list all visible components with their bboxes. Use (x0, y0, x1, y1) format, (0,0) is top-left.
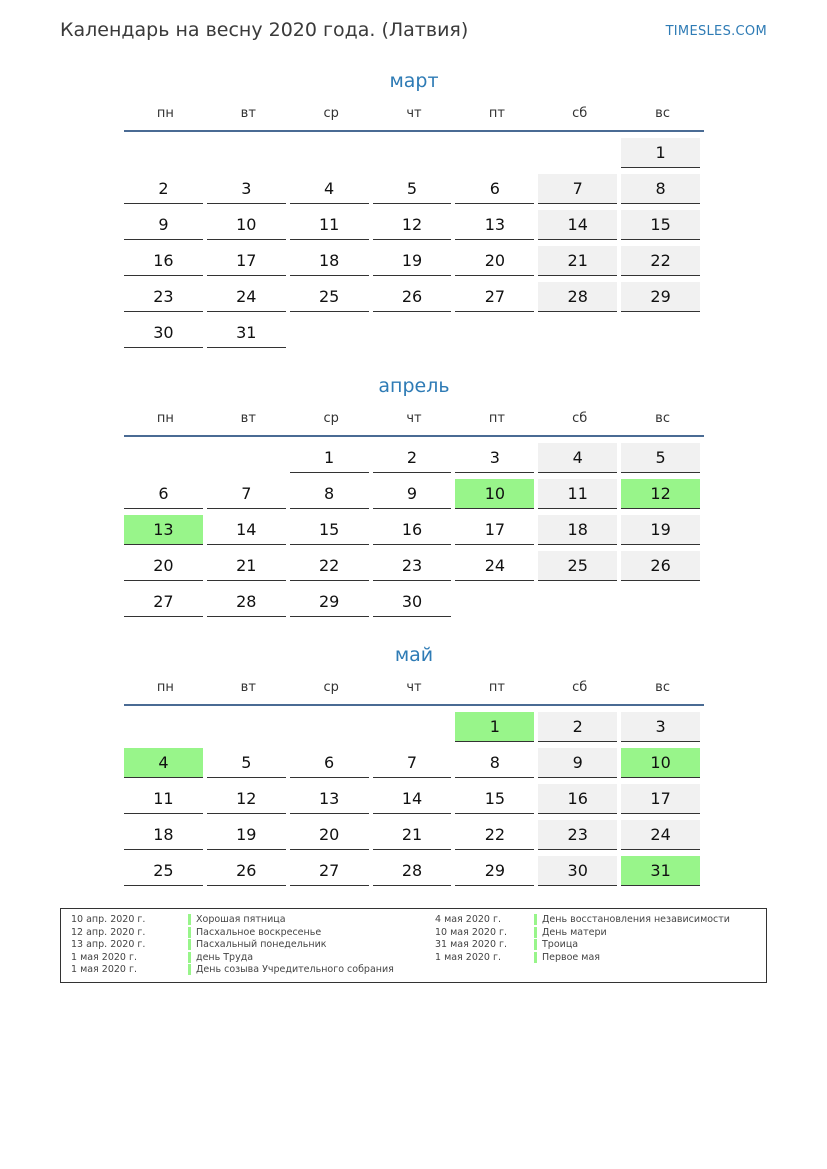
day-slot (538, 781, 621, 817)
day-slot (124, 584, 207, 620)
day-slot (538, 548, 621, 584)
day-slot (373, 243, 456, 279)
day-slot (538, 817, 621, 853)
day-slot (373, 817, 456, 853)
day-slot (207, 135, 290, 171)
day-slot (373, 781, 456, 817)
legend-holiday-name: Пасхальный понедельник (196, 939, 327, 950)
holiday-day-cell: 1 (455, 712, 534, 742)
day-slot (290, 781, 373, 817)
holiday-legend (60, 908, 767, 983)
day-slot (290, 548, 373, 584)
day-slot (124, 548, 207, 584)
day-slot (290, 709, 373, 745)
day-cell: 26 (207, 856, 286, 886)
day-slot (621, 709, 704, 745)
day-slot (538, 171, 621, 207)
day-cell: 21 (207, 551, 286, 581)
day-slot (455, 135, 538, 171)
day-slot (621, 315, 704, 351)
day-slot (373, 709, 456, 745)
day-slot (455, 279, 538, 315)
day-cell: 29 (455, 856, 534, 886)
day-slot (621, 279, 704, 315)
day-cell: 6 (124, 479, 203, 509)
day-cell: 7 (538, 174, 617, 204)
day-slot (207, 243, 290, 279)
day-slot (538, 279, 621, 315)
day-slot (455, 315, 538, 351)
day-slot (124, 853, 207, 889)
day-slot (621, 440, 704, 476)
day-cell: 28 (373, 856, 452, 886)
day-cell: 6 (455, 174, 534, 204)
weekday-label: чт (406, 411, 422, 426)
day-slot (455, 512, 538, 548)
week-row (124, 817, 704, 853)
day-slot (290, 512, 373, 548)
weekday-label: вс (655, 411, 670, 426)
day-cell: 11 (290, 210, 369, 240)
legend-date: 1 мая 2020 г. (71, 951, 137, 963)
day-slot (207, 853, 290, 889)
week-row (124, 135, 704, 171)
day-slot (538, 853, 621, 889)
day-cell: 13 (455, 210, 534, 240)
week-row (124, 315, 704, 351)
weekday-header (124, 104, 704, 132)
weekday-label: вт (240, 680, 256, 695)
site-link[interactable]: TIMESLES.COM (665, 24, 767, 39)
day-slot (373, 135, 456, 171)
day-slot (621, 135, 704, 171)
day-cell: 30 (538, 856, 617, 886)
weekday-label: ср (323, 411, 339, 426)
holiday-color-marker (534, 927, 537, 938)
day-cell: 24 (455, 551, 534, 581)
day-slot (207, 709, 290, 745)
week-row (124, 207, 704, 243)
month-title: май (394, 644, 434, 666)
weekday-label: ср (323, 680, 339, 695)
day-cell: 24 (621, 820, 700, 850)
weekday-label: пн (156, 680, 174, 695)
day-cell: 2 (538, 712, 617, 742)
day-slot (621, 207, 704, 243)
day-slot (290, 171, 373, 207)
day-cell: 17 (207, 246, 286, 276)
holiday-day-cell: 10 (455, 479, 534, 509)
day-slot (621, 584, 704, 620)
day-slot (207, 476, 290, 512)
holiday-color-marker (188, 952, 191, 963)
holiday-day-cell: 10 (621, 748, 700, 778)
week-row (124, 476, 704, 512)
day-cell: 9 (373, 479, 452, 509)
day-slot (455, 171, 538, 207)
day-slot (124, 243, 207, 279)
day-cell: 26 (621, 551, 700, 581)
day-cell: 30 (124, 318, 203, 348)
day-cell: 8 (290, 479, 369, 509)
day-slot (455, 243, 538, 279)
weekday-header (124, 678, 704, 706)
day-slot (538, 207, 621, 243)
day-slot (455, 817, 538, 853)
week-row (124, 512, 704, 548)
day-cell: 15 (621, 210, 700, 240)
day-cell: 23 (124, 282, 203, 312)
day-cell: 25 (290, 282, 369, 312)
legend-date: 10 мая 2020 г. (435, 926, 508, 938)
holiday-day-cell: 4 (124, 748, 203, 778)
day-slot (207, 548, 290, 584)
day-slot (290, 440, 373, 476)
holiday-color-marker (188, 939, 191, 950)
day-cell: 22 (621, 246, 700, 276)
day-slot (538, 584, 621, 620)
month-title: март (389, 70, 439, 92)
day-slot (124, 171, 207, 207)
day-slot (124, 279, 207, 315)
day-slot (124, 709, 207, 745)
page-title: Календарь на весну 2020 года. (Латвия) (60, 19, 469, 41)
day-cell: 23 (538, 820, 617, 850)
day-slot (207, 584, 290, 620)
day-cell: 7 (207, 479, 286, 509)
day-cell: 30 (373, 587, 452, 617)
day-slot (373, 853, 456, 889)
day-slot (621, 548, 704, 584)
week-row (124, 853, 704, 889)
legend-holiday-name: день Труда (196, 951, 254, 963)
day-slot (207, 207, 290, 243)
day-cell: 2 (373, 443, 452, 473)
legend-holiday-name: День матери (542, 926, 607, 938)
day-cell: 12 (207, 784, 286, 814)
holiday-color-marker (188, 927, 191, 938)
holiday-color-marker (534, 939, 537, 950)
month-calendar (124, 372, 704, 620)
day-slot (290, 745, 373, 781)
day-slot (290, 853, 373, 889)
weekday-label: пт (488, 411, 505, 426)
weekday-label: вт (240, 411, 256, 426)
day-slot (455, 207, 538, 243)
weekday-label: вс (655, 680, 670, 695)
day-cell: 21 (538, 246, 617, 276)
legend-date: 12 апр. 2020 г. (71, 926, 146, 938)
week-row (124, 279, 704, 315)
day-slot (373, 745, 456, 781)
week-row (124, 243, 704, 279)
day-slot (538, 315, 621, 351)
weekday-label: вс (655, 106, 670, 121)
day-slot (207, 440, 290, 476)
day-cell: 26 (373, 282, 452, 312)
day-slot (538, 440, 621, 476)
day-slot (455, 709, 538, 745)
day-cell: 3 (455, 443, 534, 473)
day-slot (124, 440, 207, 476)
day-grid (124, 135, 704, 351)
day-cell: 19 (621, 515, 700, 545)
legend-date: 4 мая 2020 г. (435, 914, 501, 925)
day-cell: 13 (290, 784, 369, 814)
day-cell: 9 (124, 210, 203, 240)
day-cell: 14 (538, 210, 617, 240)
day-slot (373, 548, 456, 584)
day-cell: 3 (207, 174, 286, 204)
day-slot (373, 476, 456, 512)
day-slot (373, 171, 456, 207)
week-row (124, 440, 704, 476)
day-cell: 23 (373, 551, 452, 581)
day-cell: 12 (373, 210, 452, 240)
day-cell: 2 (124, 174, 203, 204)
week-row (124, 548, 704, 584)
day-cell: 7 (373, 748, 452, 778)
day-slot (207, 512, 290, 548)
day-slot (538, 745, 621, 781)
day-slot (290, 279, 373, 315)
day-slot (455, 440, 538, 476)
day-cell: 3 (621, 712, 700, 742)
day-cell: 1 (290, 443, 369, 473)
day-cell: 20 (455, 246, 534, 276)
weekday-label: вт (240, 106, 256, 121)
day-slot (124, 207, 207, 243)
day-slot (124, 476, 207, 512)
legend-holiday-name: День восстановления независимости (542, 914, 730, 925)
day-slot (207, 817, 290, 853)
day-cell: 25 (538, 551, 617, 581)
day-slot (207, 745, 290, 781)
day-slot (124, 315, 207, 351)
day-cell: 11 (538, 479, 617, 509)
day-cell: 29 (290, 587, 369, 617)
day-cell: 5 (207, 748, 286, 778)
week-row (124, 709, 704, 745)
day-slot (124, 512, 207, 548)
day-slot (290, 243, 373, 279)
day-cell: 16 (538, 784, 617, 814)
weekday-header (124, 409, 704, 437)
day-slot (124, 745, 207, 781)
day-slot (373, 279, 456, 315)
day-cell: 27 (455, 282, 534, 312)
day-slot (621, 243, 704, 279)
day-slot (538, 476, 621, 512)
holiday-day-cell: 12 (621, 479, 700, 509)
legend-date: 13 апр. 2020 г. (71, 939, 146, 950)
day-cell: 17 (455, 515, 534, 545)
day-cell: 22 (290, 551, 369, 581)
day-slot (621, 853, 704, 889)
month-calendar (124, 67, 704, 351)
holiday-color-marker (188, 914, 191, 925)
day-cell: 27 (290, 856, 369, 886)
day-slot (455, 781, 538, 817)
legend-date: 10 апр. 2020 г. (71, 914, 146, 925)
day-slot (538, 709, 621, 745)
legend-holiday-name: Первое мая (542, 951, 600, 963)
weekday-label: чт (406, 106, 422, 121)
week-row (124, 584, 704, 620)
legend-holiday-name: Хорошая пятница (196, 914, 286, 925)
weekday-label: ср (323, 106, 339, 121)
day-slot (124, 817, 207, 853)
day-cell: 19 (207, 820, 286, 850)
day-cell: 8 (621, 174, 700, 204)
weekday-label: сб (572, 680, 588, 695)
day-slot (621, 512, 704, 548)
day-slot (455, 476, 538, 512)
day-cell: 22 (455, 820, 534, 850)
day-slot (124, 135, 207, 171)
day-slot (290, 207, 373, 243)
day-slot (373, 315, 456, 351)
day-slot (621, 476, 704, 512)
day-cell: 20 (290, 820, 369, 850)
day-cell: 4 (538, 443, 617, 473)
day-slot (290, 584, 373, 620)
holiday-day-cell: 31 (621, 856, 700, 886)
day-cell: 18 (538, 515, 617, 545)
legend-holiday-name: Пасхальное воскресенье (196, 926, 322, 938)
day-slot (290, 135, 373, 171)
day-slot (207, 315, 290, 351)
day-slot (290, 817, 373, 853)
day-slot (455, 584, 538, 620)
holiday-color-marker (534, 952, 537, 963)
day-slot (207, 781, 290, 817)
day-slot (290, 315, 373, 351)
legend-holiday-name: Троица (542, 939, 579, 950)
weekday-label: пн (156, 411, 174, 426)
day-cell: 14 (207, 515, 286, 545)
day-cell: 14 (373, 784, 452, 814)
day-slot (538, 512, 621, 548)
day-cell: 1 (621, 138, 700, 168)
day-slot (124, 781, 207, 817)
day-slot (373, 440, 456, 476)
day-slot (621, 817, 704, 853)
legend-date: 1 мая 2020 г. (71, 964, 137, 975)
day-slot (373, 512, 456, 548)
legend-holiday-name: День созыва Учредительного собрания (196, 964, 394, 975)
day-cell: 11 (124, 784, 203, 814)
day-slot (455, 853, 538, 889)
day-slot (538, 243, 621, 279)
holiday-day-cell: 13 (124, 515, 203, 545)
day-slot (621, 745, 704, 781)
holiday-color-marker (534, 914, 537, 925)
weekday-label: сб (572, 411, 588, 426)
week-row (124, 745, 704, 781)
day-slot (455, 548, 538, 584)
day-cell: 18 (124, 820, 203, 850)
legend-date: 1 мая 2020 г. (435, 951, 501, 963)
day-cell: 5 (621, 443, 700, 473)
day-slot (373, 584, 456, 620)
weekday-label: чт (406, 680, 422, 695)
day-cell: 8 (455, 748, 534, 778)
day-cell: 15 (455, 784, 534, 814)
weekday-label: пт (488, 106, 505, 121)
weekday-label: сб (572, 106, 588, 121)
day-cell: 19 (373, 246, 452, 276)
legend-date: 31 мая 2020 г. (435, 939, 508, 950)
day-grid (124, 440, 704, 620)
holiday-color-marker (188, 964, 191, 975)
day-slot (621, 781, 704, 817)
day-cell: 27 (124, 587, 203, 617)
day-cell: 20 (124, 551, 203, 581)
day-cell: 28 (538, 282, 617, 312)
day-cell: 16 (373, 515, 452, 545)
day-cell: 4 (290, 174, 369, 204)
day-slot (538, 135, 621, 171)
day-cell: 10 (207, 210, 286, 240)
weekday-label: пн (156, 106, 174, 121)
day-slot (621, 171, 704, 207)
day-slot (290, 476, 373, 512)
week-row (124, 171, 704, 207)
day-cell: 25 (124, 856, 203, 886)
day-cell: 18 (290, 246, 369, 276)
day-cell: 31 (207, 318, 286, 348)
day-cell: 6 (290, 748, 369, 778)
day-slot (207, 171, 290, 207)
week-row (124, 781, 704, 817)
day-slot (373, 207, 456, 243)
day-cell: 29 (621, 282, 700, 312)
day-cell: 21 (373, 820, 452, 850)
day-cell: 28 (207, 587, 286, 617)
day-cell: 17 (621, 784, 700, 814)
weekday-label: пт (488, 680, 505, 695)
month-calendar (124, 641, 704, 889)
day-cell: 16 (124, 246, 203, 276)
day-grid (124, 709, 704, 889)
day-cell: 24 (207, 282, 286, 312)
day-cell: 5 (373, 174, 452, 204)
month-title: апрель (378, 375, 450, 397)
day-cell: 15 (290, 515, 369, 545)
day-cell: 9 (538, 748, 617, 778)
day-slot (455, 745, 538, 781)
day-slot (207, 279, 290, 315)
